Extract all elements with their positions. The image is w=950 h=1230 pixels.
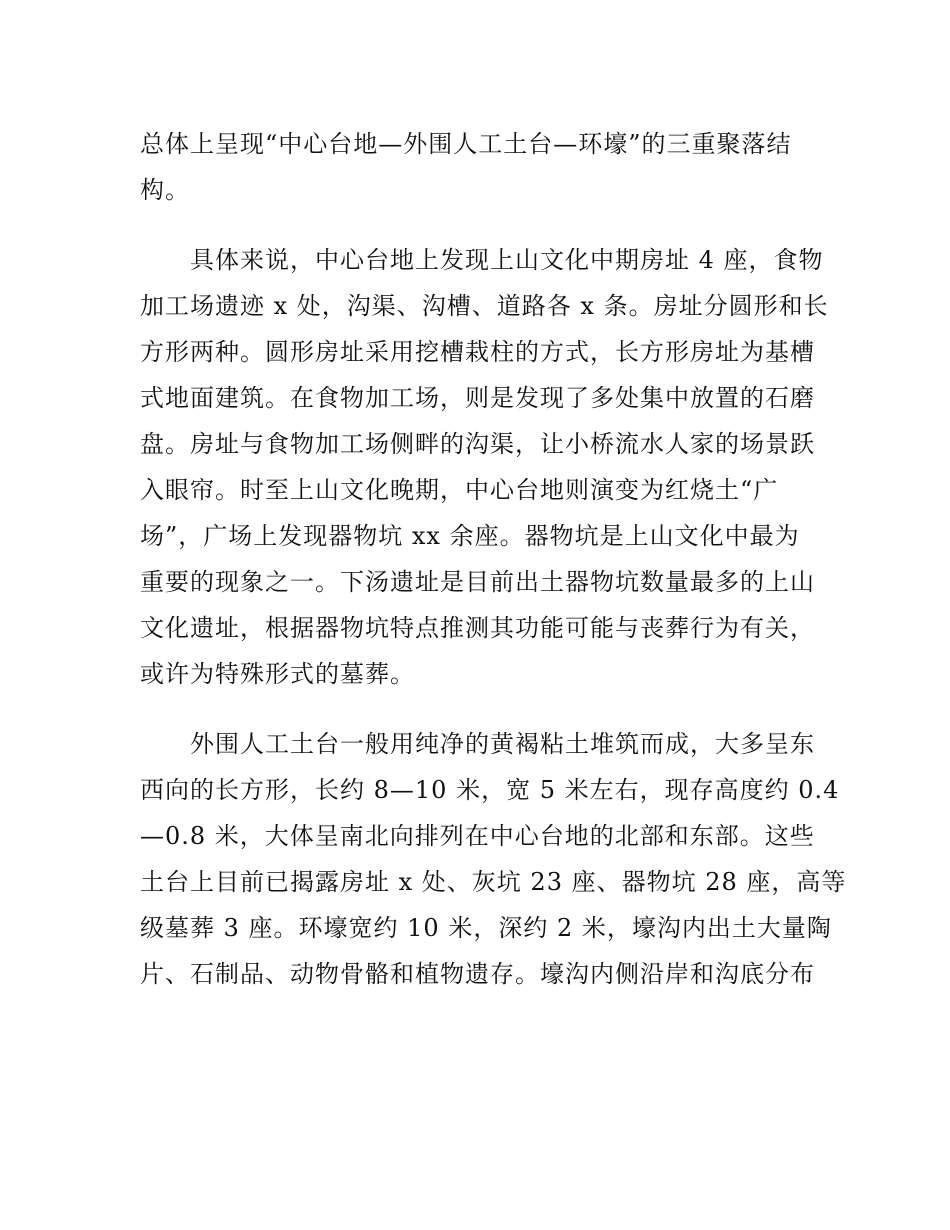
paragraph-2-line-8: 重要的现象之一。下汤遗址是目前出土器物坑数量最多的上山 [140,568,815,596]
paragraph-3-line-2: 西向的长方形，长约 8—10 米，宽 5 米左右，现存高度约 0.4 [140,776,840,804]
paragraph-2-line-5: 盘。房址与食物加工场侧畔的沟渠，让小桥流水人家的场景跃 [140,430,815,458]
paragraph-2-line-2: 加工场遗迹 x 处，沟渠、沟槽、道路各 x 条。房址分圆形和长 [140,292,829,320]
paragraph-1-line-2: 构。 [140,176,190,204]
paragraph-3-line-5: 级墓葬 3 座。环壕宽约 10 米，深约 2 米，壕沟内出土大量陶 [140,914,832,942]
paragraph-2-line-10: 或许为特殊形式的墓葬。 [140,660,415,688]
paragraph-2-line-6: 入眼帘。时至上山文化晚期，中心台地则演变为红烧土“广 [140,476,779,504]
paragraph-1-line-1: 总体上呈现“中心台地—外围人工土台—环壕”的三重聚落结 [140,130,792,158]
paragraph-2-line-4: 式地面建筑。在食物加工场，则是发现了多处集中放置的石磨 [140,384,815,412]
paragraph-3-line-1: 外围人工土台一般用纯净的黄褐粘土堆筑而成，大多呈东 [190,730,815,758]
paragraph-2-line-7: 场”，广场上发现器物坑 xx 余座。器物坑是上山文化中最为 [140,522,800,550]
paragraph-2-line-1: 具体来说，中心台地上发现上山文化中期房址 4 座，食物 [190,246,824,274]
paragraph-2-line-9: 文化遗址，根据器物坑特点推测其功能可能与丧葬行为有关， [140,614,815,642]
paragraph-3-line-3: —0.8 米，大体呈南北向排列在中心台地的北部和东部。这些 [140,822,815,850]
paragraph-3-line-6: 片、石制品、动物骨骼和植物遗存。壕沟内侧沿岸和沟底分布 [140,960,815,988]
paragraph-2-line-3: 方形两种。圆形房址采用挖槽栽柱的方式，长方形房址为基槽 [140,338,815,366]
paragraph-3-line-4: 土台上目前已揭露房址 x 处、灰坑 23 座、器物坑 28 座，高等 [140,868,847,896]
